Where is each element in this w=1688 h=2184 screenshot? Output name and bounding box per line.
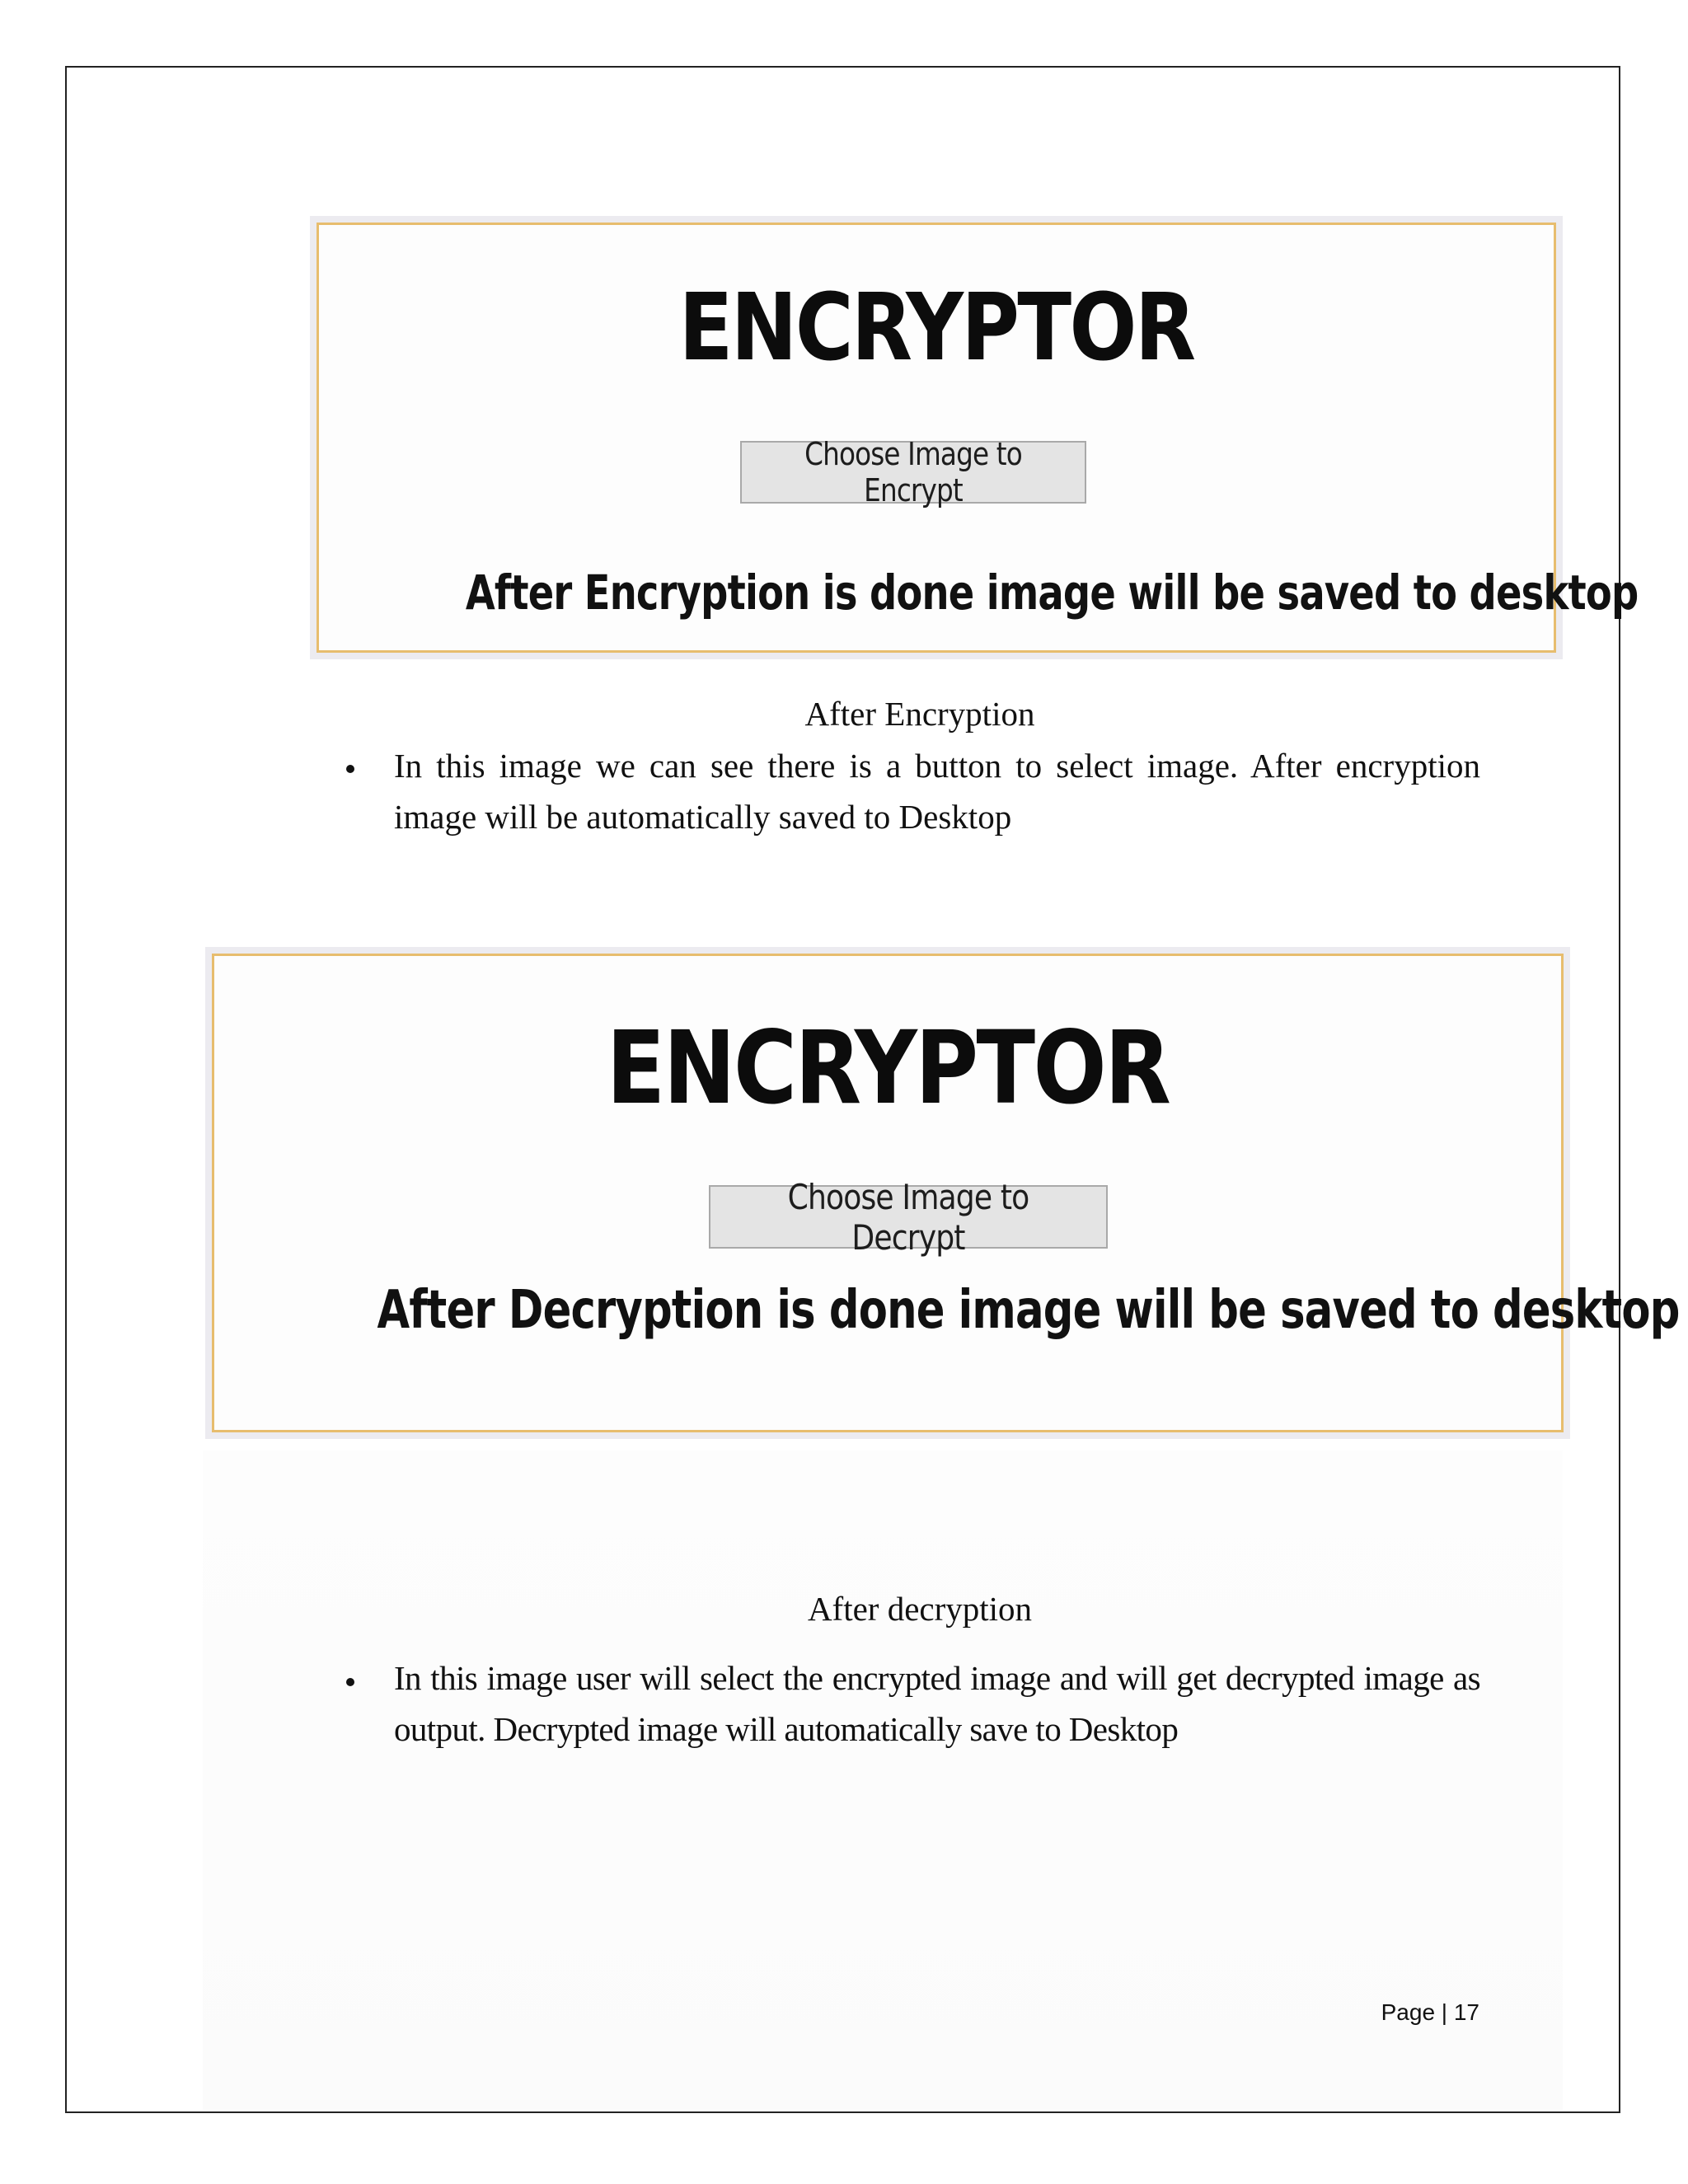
button-label: Choose Image to Decrypt: [787, 1176, 1029, 1258]
bullet-icon: [346, 765, 354, 773]
description-decryption: In this image user will select the encrypted image and will get decrypted image as output. Decrypted image will automatically save to Desktop: [394, 1659, 1480, 1748]
app-title: ENCRYPTOR: [606, 1010, 1170, 1127]
encryption-note-text: After Encryption is done image will be saved to desktop: [465, 565, 1639, 621]
decryption-note-text: After Decryption is done image will be saved to desktop: [377, 1280, 1680, 1341]
button-label: Choose Image to Encrypt: [804, 436, 1022, 509]
encryptor-screenshot-encrypt: [316, 223, 1639, 653]
app-title: ENCRYPTOR: [678, 274, 1194, 382]
embedded-screenshot-background: [203, 1451, 1563, 2110]
description-encryption: In this image we can see there is a button to select image. After encryption image will be automatically saved to Desktop: [394, 747, 1480, 836]
choose-image-to-decrypt-button[interactable]: [709, 1176, 1108, 1258]
choose-image-to-encrypt-button[interactable]: [740, 436, 1086, 509]
page-number: Page | 17: [1381, 1999, 1479, 2025]
encryptor-screenshot-decrypt: [212, 954, 1680, 1432]
bullet-icon: [346, 1678, 354, 1686]
decryption-note: [214, 1280, 1680, 1341]
figure-caption-decryption: After decryption: [807, 1590, 1033, 1628]
figure-caption-encryption: After Encryption: [804, 695, 1035, 733]
encryption-note: [319, 565, 1639, 621]
